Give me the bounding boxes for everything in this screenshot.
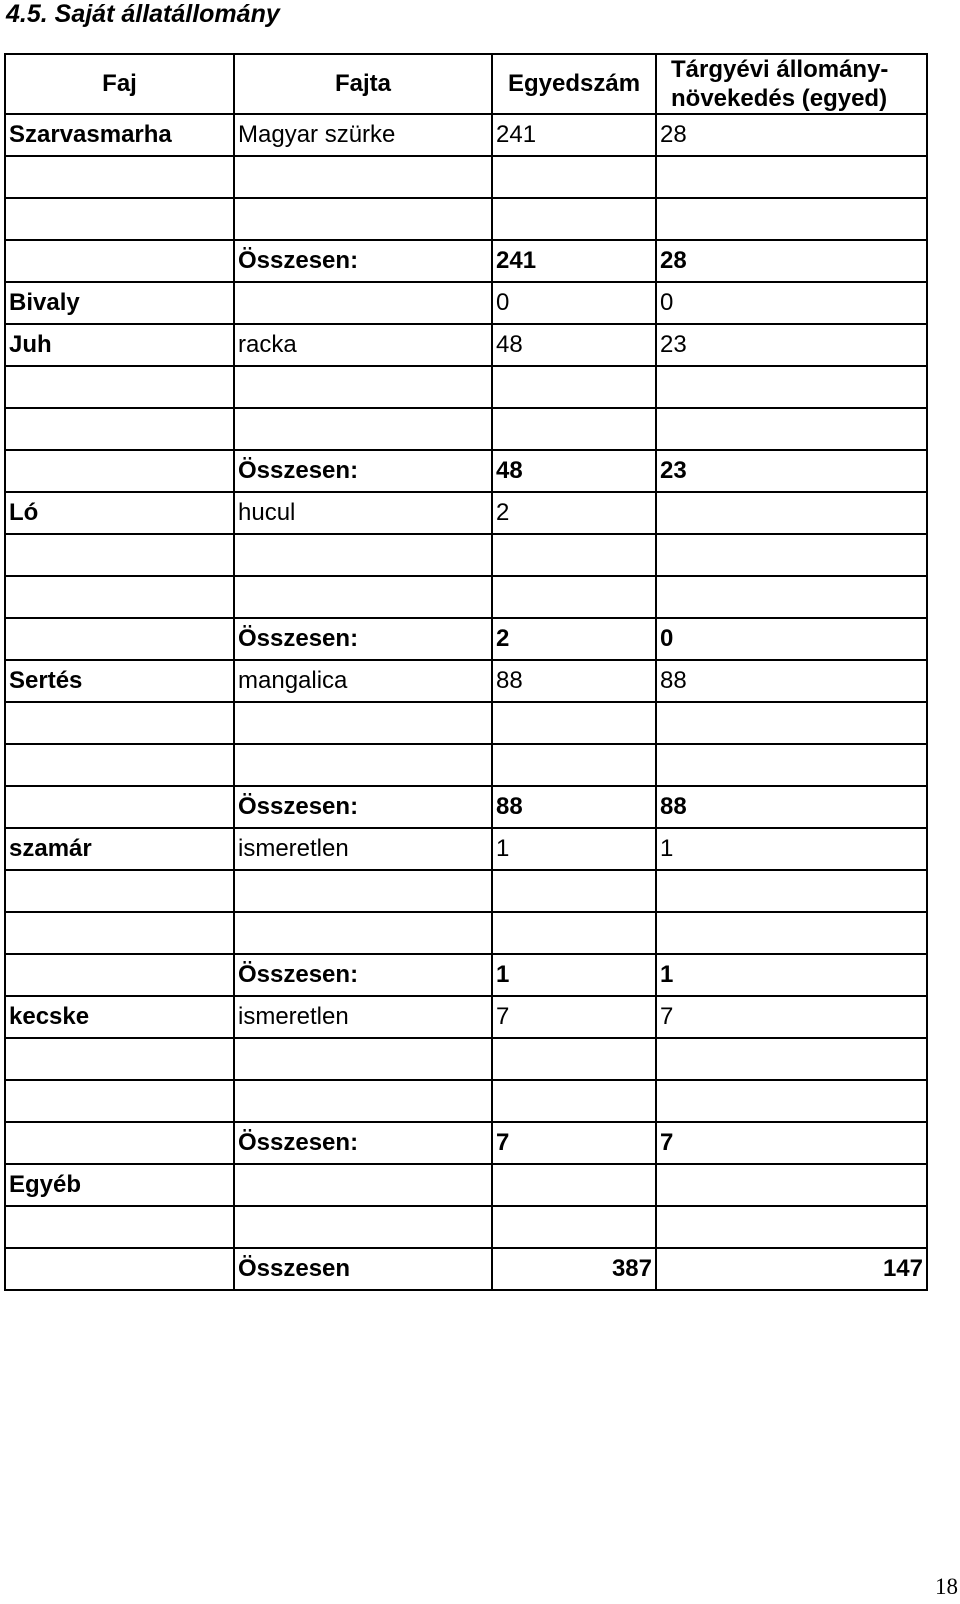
empty-cell	[5, 576, 234, 618]
empty-cell	[234, 1206, 492, 1248]
empty-cell	[234, 1080, 492, 1122]
empty-cell	[656, 744, 927, 786]
table-row	[5, 828, 927, 870]
subtotal-label: Összesen:	[234, 954, 492, 996]
cell-breed: ismeretlen	[234, 828, 492, 870]
table-header-row	[5, 54, 927, 114]
empty-cell	[656, 366, 927, 408]
blank-row	[5, 198, 927, 240]
cell-growth: 0	[656, 282, 927, 324]
cell-species: Juh	[5, 324, 234, 366]
cell-breed	[234, 1164, 492, 1206]
cell-count: 1	[492, 828, 656, 870]
subtotal-row	[5, 1122, 927, 1164]
grand-total-label: Összesen	[234, 1248, 492, 1290]
cell-growth: 7	[656, 996, 927, 1038]
subtotal-growth: 0	[656, 618, 927, 660]
blank-row	[5, 366, 927, 408]
empty-cell	[492, 912, 656, 954]
table-row	[5, 1164, 927, 1206]
header-count: Egyedszám	[492, 54, 656, 114]
empty-cell	[234, 156, 492, 198]
subtotal-growth: 23	[656, 450, 927, 492]
header-growth-line1: Tárgyévi állomány-	[671, 56, 889, 83]
cell-species: Sertés	[5, 660, 234, 702]
subtotal-row	[5, 786, 927, 828]
blank-row	[5, 1206, 927, 1248]
subtotal-row	[5, 618, 927, 660]
cell-species: kecske	[5, 996, 234, 1038]
cell-breed: Magyar szürke	[234, 114, 492, 156]
grand-total-growth: 147	[656, 1248, 927, 1290]
blank-row	[5, 1080, 927, 1122]
empty-cell	[5, 1038, 234, 1080]
blank-row	[5, 912, 927, 954]
empty-cell	[656, 198, 927, 240]
empty-cell	[492, 156, 656, 198]
empty-cell	[492, 1206, 656, 1248]
cell-species: szamár	[5, 828, 234, 870]
empty-cell	[492, 702, 656, 744]
empty-cell	[5, 534, 234, 576]
cell-species-empty	[5, 618, 234, 660]
cell-growth	[656, 1164, 927, 1206]
cell-species-empty	[5, 240, 234, 282]
subtotal-count: 7	[492, 1122, 656, 1164]
subtotal-growth: 88	[656, 786, 927, 828]
cell-species: Egyéb	[5, 1164, 234, 1206]
empty-cell	[234, 366, 492, 408]
empty-cell	[5, 744, 234, 786]
empty-cell	[5, 870, 234, 912]
cell-growth: 23	[656, 324, 927, 366]
subtotal-growth: 1	[656, 954, 927, 996]
subtotal-row	[5, 450, 927, 492]
cell-species-empty	[5, 954, 234, 996]
header-growth-line2: növekedés (egyed)	[671, 85, 888, 112]
table-row	[5, 492, 927, 534]
empty-cell	[5, 366, 234, 408]
header-growth	[656, 54, 927, 114]
cell-breed	[234, 282, 492, 324]
blank-row	[5, 702, 927, 744]
cell-count: 48	[492, 324, 656, 366]
subtotal-growth: 28	[656, 240, 927, 282]
section-title: 4.5. Saját állatállomány	[6, 0, 280, 28]
empty-cell	[656, 870, 927, 912]
cell-growth: 1	[656, 828, 927, 870]
empty-cell	[656, 1038, 927, 1080]
cell-growth: 28	[656, 114, 927, 156]
empty-cell	[492, 366, 656, 408]
subtotal-label: Összesen:	[234, 1122, 492, 1164]
cell-growth	[656, 492, 927, 534]
empty-cell	[234, 408, 492, 450]
livestock-table-container	[4, 53, 926, 1291]
cell-count: 0	[492, 282, 656, 324]
header-species: Faj	[5, 54, 234, 114]
empty-cell	[656, 912, 927, 954]
table-row	[5, 282, 927, 324]
empty-cell	[492, 870, 656, 912]
grand-total-row	[5, 1248, 927, 1290]
empty-cell	[656, 702, 927, 744]
blank-row	[5, 576, 927, 618]
empty-cell	[234, 744, 492, 786]
empty-cell	[234, 1038, 492, 1080]
empty-cell	[234, 870, 492, 912]
empty-cell	[656, 576, 927, 618]
livestock-table	[4, 53, 928, 1291]
cell-breed: mangalica	[234, 660, 492, 702]
livestock-table-body	[5, 54, 927, 1290]
subtotal-count: 241	[492, 240, 656, 282]
empty-cell	[656, 408, 927, 450]
subtotal-label: Összesen:	[234, 450, 492, 492]
empty-cell	[234, 912, 492, 954]
cell-breed: racka	[234, 324, 492, 366]
cell-species: Bivaly	[5, 282, 234, 324]
cell-count: 241	[492, 114, 656, 156]
subtotal-label: Összesen:	[234, 618, 492, 660]
empty-cell	[492, 534, 656, 576]
table-row	[5, 114, 927, 156]
empty-cell	[492, 198, 656, 240]
subtotal-label: Összesen:	[234, 240, 492, 282]
blank-row	[5, 1038, 927, 1080]
grand-total-count: 387	[492, 1248, 656, 1290]
subtotal-growth: 7	[656, 1122, 927, 1164]
empty-cell	[5, 912, 234, 954]
empty-cell	[234, 702, 492, 744]
subtotal-row	[5, 954, 927, 996]
cell-species: Szarvasmarha	[5, 114, 234, 156]
empty-cell	[492, 576, 656, 618]
cell-species-empty	[5, 450, 234, 492]
empty-cell	[656, 1080, 927, 1122]
cell-count	[492, 1164, 656, 1206]
empty-cell	[5, 198, 234, 240]
cell-growth: 88	[656, 660, 927, 702]
blank-row	[5, 156, 927, 198]
header-breed: Fajta	[234, 54, 492, 114]
blank-row	[5, 534, 927, 576]
cell-count: 2	[492, 492, 656, 534]
cell-count: 7	[492, 996, 656, 1038]
subtotal-count: 88	[492, 786, 656, 828]
empty-cell	[5, 1206, 234, 1248]
blank-row	[5, 870, 927, 912]
cell-species-empty	[5, 1122, 234, 1164]
empty-cell	[492, 1038, 656, 1080]
cell-breed: ismeretlen	[234, 996, 492, 1038]
cell-species: Ló	[5, 492, 234, 534]
blank-row	[5, 744, 927, 786]
empty-cell	[656, 534, 927, 576]
subtotal-count: 2	[492, 618, 656, 660]
empty-cell	[5, 1080, 234, 1122]
empty-cell	[492, 744, 656, 786]
empty-cell	[5, 408, 234, 450]
cell-count: 88	[492, 660, 656, 702]
subtotal-row	[5, 240, 927, 282]
subtotal-count: 48	[492, 450, 656, 492]
table-row	[5, 660, 927, 702]
table-row	[5, 324, 927, 366]
subtotal-label: Összesen:	[234, 786, 492, 828]
cell-species-empty	[5, 1248, 234, 1290]
empty-cell	[656, 1206, 927, 1248]
cell-species-empty	[5, 786, 234, 828]
blank-row	[5, 408, 927, 450]
empty-cell	[5, 702, 234, 744]
table-row	[5, 996, 927, 1038]
empty-cell	[234, 576, 492, 618]
empty-cell	[492, 408, 656, 450]
empty-cell	[234, 198, 492, 240]
empty-cell	[492, 1080, 656, 1122]
empty-cell	[656, 156, 927, 198]
page-number: 18	[935, 1574, 958, 1599]
empty-cell	[234, 534, 492, 576]
empty-cell	[5, 156, 234, 198]
cell-breed: hucul	[234, 492, 492, 534]
subtotal-count: 1	[492, 954, 656, 996]
